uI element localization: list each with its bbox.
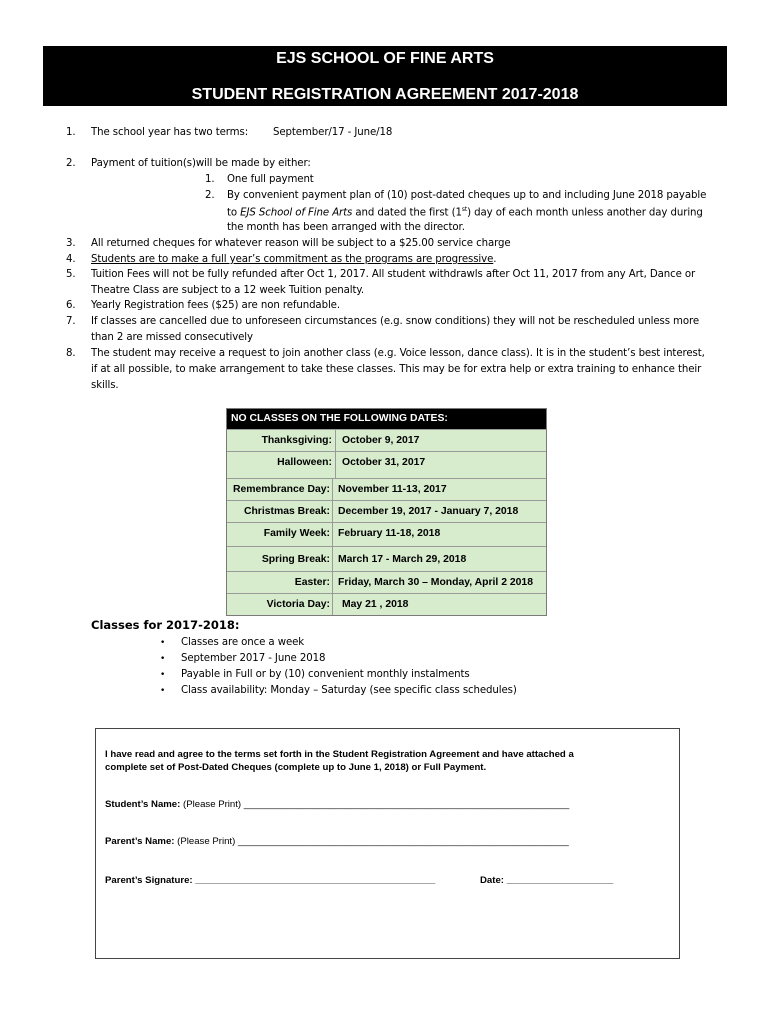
holiday-date: October 9, 2017 [342, 435, 420, 446]
payment-option-2-number: 2. [205, 190, 215, 201]
holiday-label: Christmas Break: [243, 506, 330, 517]
term-4-number: 4. [66, 254, 76, 265]
term-7-number: 7. [66, 316, 76, 327]
bullet-icon: • [160, 654, 166, 664]
payment-option-2-line1: By convenient payment plan of (10) post-dated cheques up to and including June 2018 payable [227, 190, 707, 201]
parent-name-field[interactable]: Parent’s Name: (Please Print) ______________________________________________________________ [105, 836, 569, 847]
holiday-date: December 19, 2017 - January 7, 2018 [338, 506, 519, 517]
table-row [227, 522, 546, 546]
bullet-icon: • [160, 638, 166, 648]
bullet-icon: • [160, 670, 166, 680]
table-row [227, 546, 546, 571]
term-6-number: 6. [66, 300, 76, 311]
bullet-icon: • [160, 686, 166, 696]
term-1-value: September/17 - June/18 [273, 127, 393, 138]
table-row [227, 478, 546, 500]
table-row [227, 593, 546, 615]
list-item: Class availability: Monday – Saturday (see specific class schedules) [181, 685, 517, 696]
term-6-text: Yearly Registration fees ($25) are non refundable. [91, 300, 340, 311]
no-classes-header: NO CLASSES ON THE FOLLOWING DATES: [227, 409, 546, 429]
agreement-line1: I have read and agree to the terms set forth in the Student Registration Agreement and have attached a [105, 749, 574, 760]
holiday-label: Remembrance Day: [232, 484, 330, 495]
table-row [227, 451, 546, 478]
term-8-line2: if at all possible, to make arrangement to take these classes. This may be for extra help or extra training to enhance their [91, 364, 702, 375]
term-8-line3: skills. [91, 380, 119, 391]
holiday-date: May 21 , 2018 [342, 599, 409, 610]
agreement-title: STUDENT REGISTRATION AGREEMENT 2017-2018 [191, 86, 579, 103]
table-row [227, 571, 546, 593]
no-classes-table [226, 408, 547, 616]
title-banner [43, 46, 727, 106]
term-2-text: Payment of tuition(s)will be made by either: [91, 158, 311, 169]
parent-signature-field[interactable]: Parent’s Signature: _____________________________________________ [105, 875, 436, 886]
term-7-line2: than 2 are missed consecutively [91, 332, 253, 343]
payment-option-1-number: 1. [205, 174, 215, 185]
term-5-line1: Tuition Fees will not be fully refunded after Oct 1, 2017. All student withdrawls after Oct 11, 2017 from any Art, Dance or [91, 269, 696, 280]
payment-option-2-line2: to EJS School of Fine Arts and dated the first (1st) day of each month unless another day during [227, 206, 703, 219]
payment-option-2-line3: the month has been arranged with the director. [227, 222, 465, 233]
term-8-number: 8. [66, 348, 76, 359]
holiday-label: Thanksgiving: [261, 435, 332, 446]
holiday-date: November 11-13, 2017 [338, 484, 447, 495]
list-item: September 2017 - June 2018 [181, 653, 326, 664]
term-4-text: Students are to make a full year’s commitment as the programs are progressive. [91, 254, 497, 265]
holiday-date: October 31, 2017 [342, 457, 426, 468]
student-name-field[interactable]: Student’s Name: (Please Print) _____________________________________________________________ [105, 799, 570, 810]
table-row [227, 500, 546, 522]
holiday-label: Halloween: [277, 457, 332, 468]
term-7-line1: If classes are cancelled due to unforeseen circumstances (e.g. snow conditions) they will not be rescheduled unless more [91, 316, 700, 327]
classes-title: Classes for 2017-2018: [91, 618, 240, 632]
term-1-number: 1. [66, 127, 76, 138]
holiday-label: Easter: [294, 577, 330, 588]
payment-option-1-text: One full payment [227, 174, 314, 185]
holiday-date: March 17 - March 29, 2018 [338, 554, 467, 565]
signature-box [95, 728, 680, 959]
list-item: Classes are once a week [181, 637, 305, 648]
date-field[interactable]: Date: ____________________ [480, 875, 614, 886]
holiday-label: Family Week: [263, 528, 330, 539]
term-5-number: 5. [66, 269, 76, 280]
list-item: Payable in Full or by (10) convenient monthly instalments [181, 669, 470, 680]
term-8-line1: The student may receive a request to join another class (e.g. Voice lesson, dance class). It is in the student’s best interest, [91, 348, 705, 359]
term-3-number: 3. [66, 238, 76, 249]
agreement-line2: complete set of Post-Dated Cheques (complete up to June 1, 2018) or Full Payment. [105, 762, 487, 773]
holiday-date: February 11-18, 2018 [338, 528, 441, 539]
holiday-label: Spring Break: [261, 554, 330, 565]
term-3-text: All returned cheques for whatever reason will be subject to a $25.00 service charge [91, 238, 511, 249]
term-5-line2: Theatre Class are subject to a 12 week Tuition penalty. [91, 285, 365, 296]
table-row [227, 429, 546, 451]
holiday-date: Friday, March 30 – Monday, April 2 2018 [338, 577, 533, 588]
term-1-text: The school year has two terms: [91, 127, 249, 138]
term-2-number: 2. [66, 158, 76, 169]
holiday-label: Victoria Day: [266, 599, 330, 610]
school-name: EJS SCHOOL OF FINE ARTS [276, 50, 494, 67]
